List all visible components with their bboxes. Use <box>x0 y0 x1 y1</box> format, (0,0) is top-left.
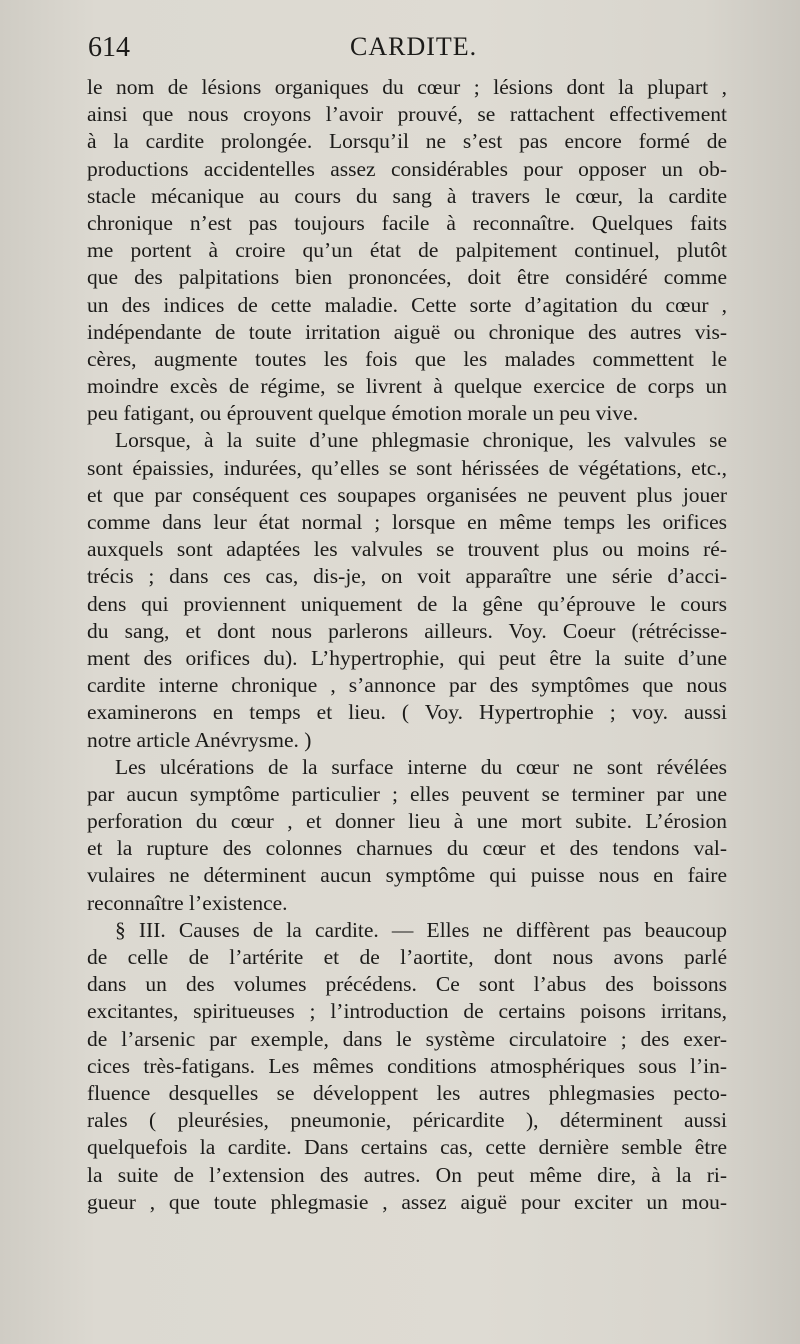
text-line: ment des orifices du). L’hypertrophie, qui peut être la suite d’une <box>87 645 727 670</box>
text-line: ainsi que nous croyons l’avoir prouvé, se rattachent effectivement <box>87 102 727 127</box>
text-line: vulaires ne déterminent aucun symptôme qui puisse nous en faire <box>87 863 727 888</box>
text-line: excitantes, spiritueuses ; l’introduction de certains poisons irritans, <box>87 999 727 1024</box>
text-line: me portent à croire qu’un état de palpitement continuel, plutôt <box>87 238 727 263</box>
text-line: par aucun symptôme particulier ; elles peuvent se terminer par une <box>87 781 727 806</box>
text-line: de celle de l’artérite et de l’aortite, dont nous avons parlé <box>87 945 727 969</box>
text-line: chronique n’est pas toujours facile à reconnaître. Quelques faits <box>87 210 727 235</box>
text-line: du sang, et dont nous parlerons ailleurs. Voy. Coeur (rétrécisse- <box>87 618 727 643</box>
text-line: notre article Anévrysme. ) <box>87 727 312 752</box>
text-line: rales ( pleurésies, pneumonie, péricardite ), déterminent aussi <box>87 1108 727 1133</box>
text-line: examinerons en temps et lieu. ( Voy. Hypertrophie ; voy. aussi <box>87 700 727 725</box>
text-line: cices très-fatigans. Les mêmes conditions atmosphériques sous l’in- <box>87 1053 727 1078</box>
text-line: dans un des volumes précédens. Ce sont l’abus des boissons <box>87 972 727 997</box>
text-line: auxquels sont adaptées les valvules se trouvent plus ou moins ré- <box>87 537 727 562</box>
text-line: de l’arsenic par exemple, dans le système circulatoire ; des exer- <box>87 1026 727 1051</box>
text-line: dens qui proviennent uniquement de la gêne qu’éprouve le cours <box>87 591 727 616</box>
running-title: CARDITE. <box>350 32 478 61</box>
text-line: cardite interne chronique , s’annonce par des symptômes que nous <box>87 673 727 698</box>
text-line: Les ulcérations de la surface interne du cœur ne sont révélées <box>115 754 727 779</box>
text-line: un des indices de cette maladie. Cette sorte d’agitation du cœur , <box>87 292 727 317</box>
body-text <box>87 74 727 1216</box>
text-line: le nom de lésions organiques du cœur ; lésions dont la plupart , <box>87 75 727 99</box>
text-line: trécis ; dans ces cas, dis-je, on voit apparaître une série d’acci- <box>87 564 727 589</box>
text-line: stacle mécanique au cours du sang à travers le cœur, la cardite <box>87 183 727 208</box>
text-line: la suite de l’extension des autres. On peut même dire, à la ri- <box>87 1162 727 1187</box>
text-line: fluence desquelles se développent les autres phlegmasies pecto- <box>87 1080 727 1105</box>
text-line: reconnaître l’existence. <box>87 890 288 915</box>
text-line: sont épaissies, indurées, qu’elles se sont hérissées de végétations, etc., <box>87 455 727 480</box>
text-line: gueur , que toute phlegmasie , assez aiguë pour exciter un mou- <box>87 1189 727 1214</box>
text-line: indépendante de toute irritation aiguë ou chronique des autres vis- <box>87 319 727 344</box>
page-header <box>88 32 728 72</box>
text-line: et la rupture des colonnes charnues du cœur et des tendons val- <box>87 836 727 861</box>
text-line: cères, augmente toutes les fois que les malades commettent le <box>87 346 727 371</box>
text-line: Lorsque, à la suite d’une phlegmasie chronique, les valvules se <box>115 428 727 453</box>
text-line: quelquefois la cardite. Dans certains cas, cette dernière semble être <box>87 1135 727 1160</box>
text-line: peu fatigant, ou éprouvent quelque émotion morale un peu vive. <box>87 401 639 426</box>
text-line: à la cardite prolongée. Lorsqu’il ne s’est pas encore formé de <box>87 129 727 154</box>
text-line: et que par conséquent ces soupapes organisées ne peuvent plus jouer <box>87 482 727 507</box>
section-heading-line: § III. Causes de la cardite. — Elles ne diffèrent pas beaucoup <box>115 917 727 942</box>
text-line: perforation du cœur , et donner lieu à une mort subite. L’érosion <box>87 809 727 834</box>
text-line: productions accidentelles assez considérables pour opposer un ob- <box>87 156 727 181</box>
text-line: moindre excès de régime, se livrent à quelque exercice de corps un <box>87 374 727 399</box>
text-line: que des palpitations bien prononcées, doit être considéré comme <box>87 265 727 290</box>
page-number: 614 <box>88 32 130 63</box>
text-line: comme dans leur état normal ; lorsque en même temps les orifices <box>87 510 727 534</box>
